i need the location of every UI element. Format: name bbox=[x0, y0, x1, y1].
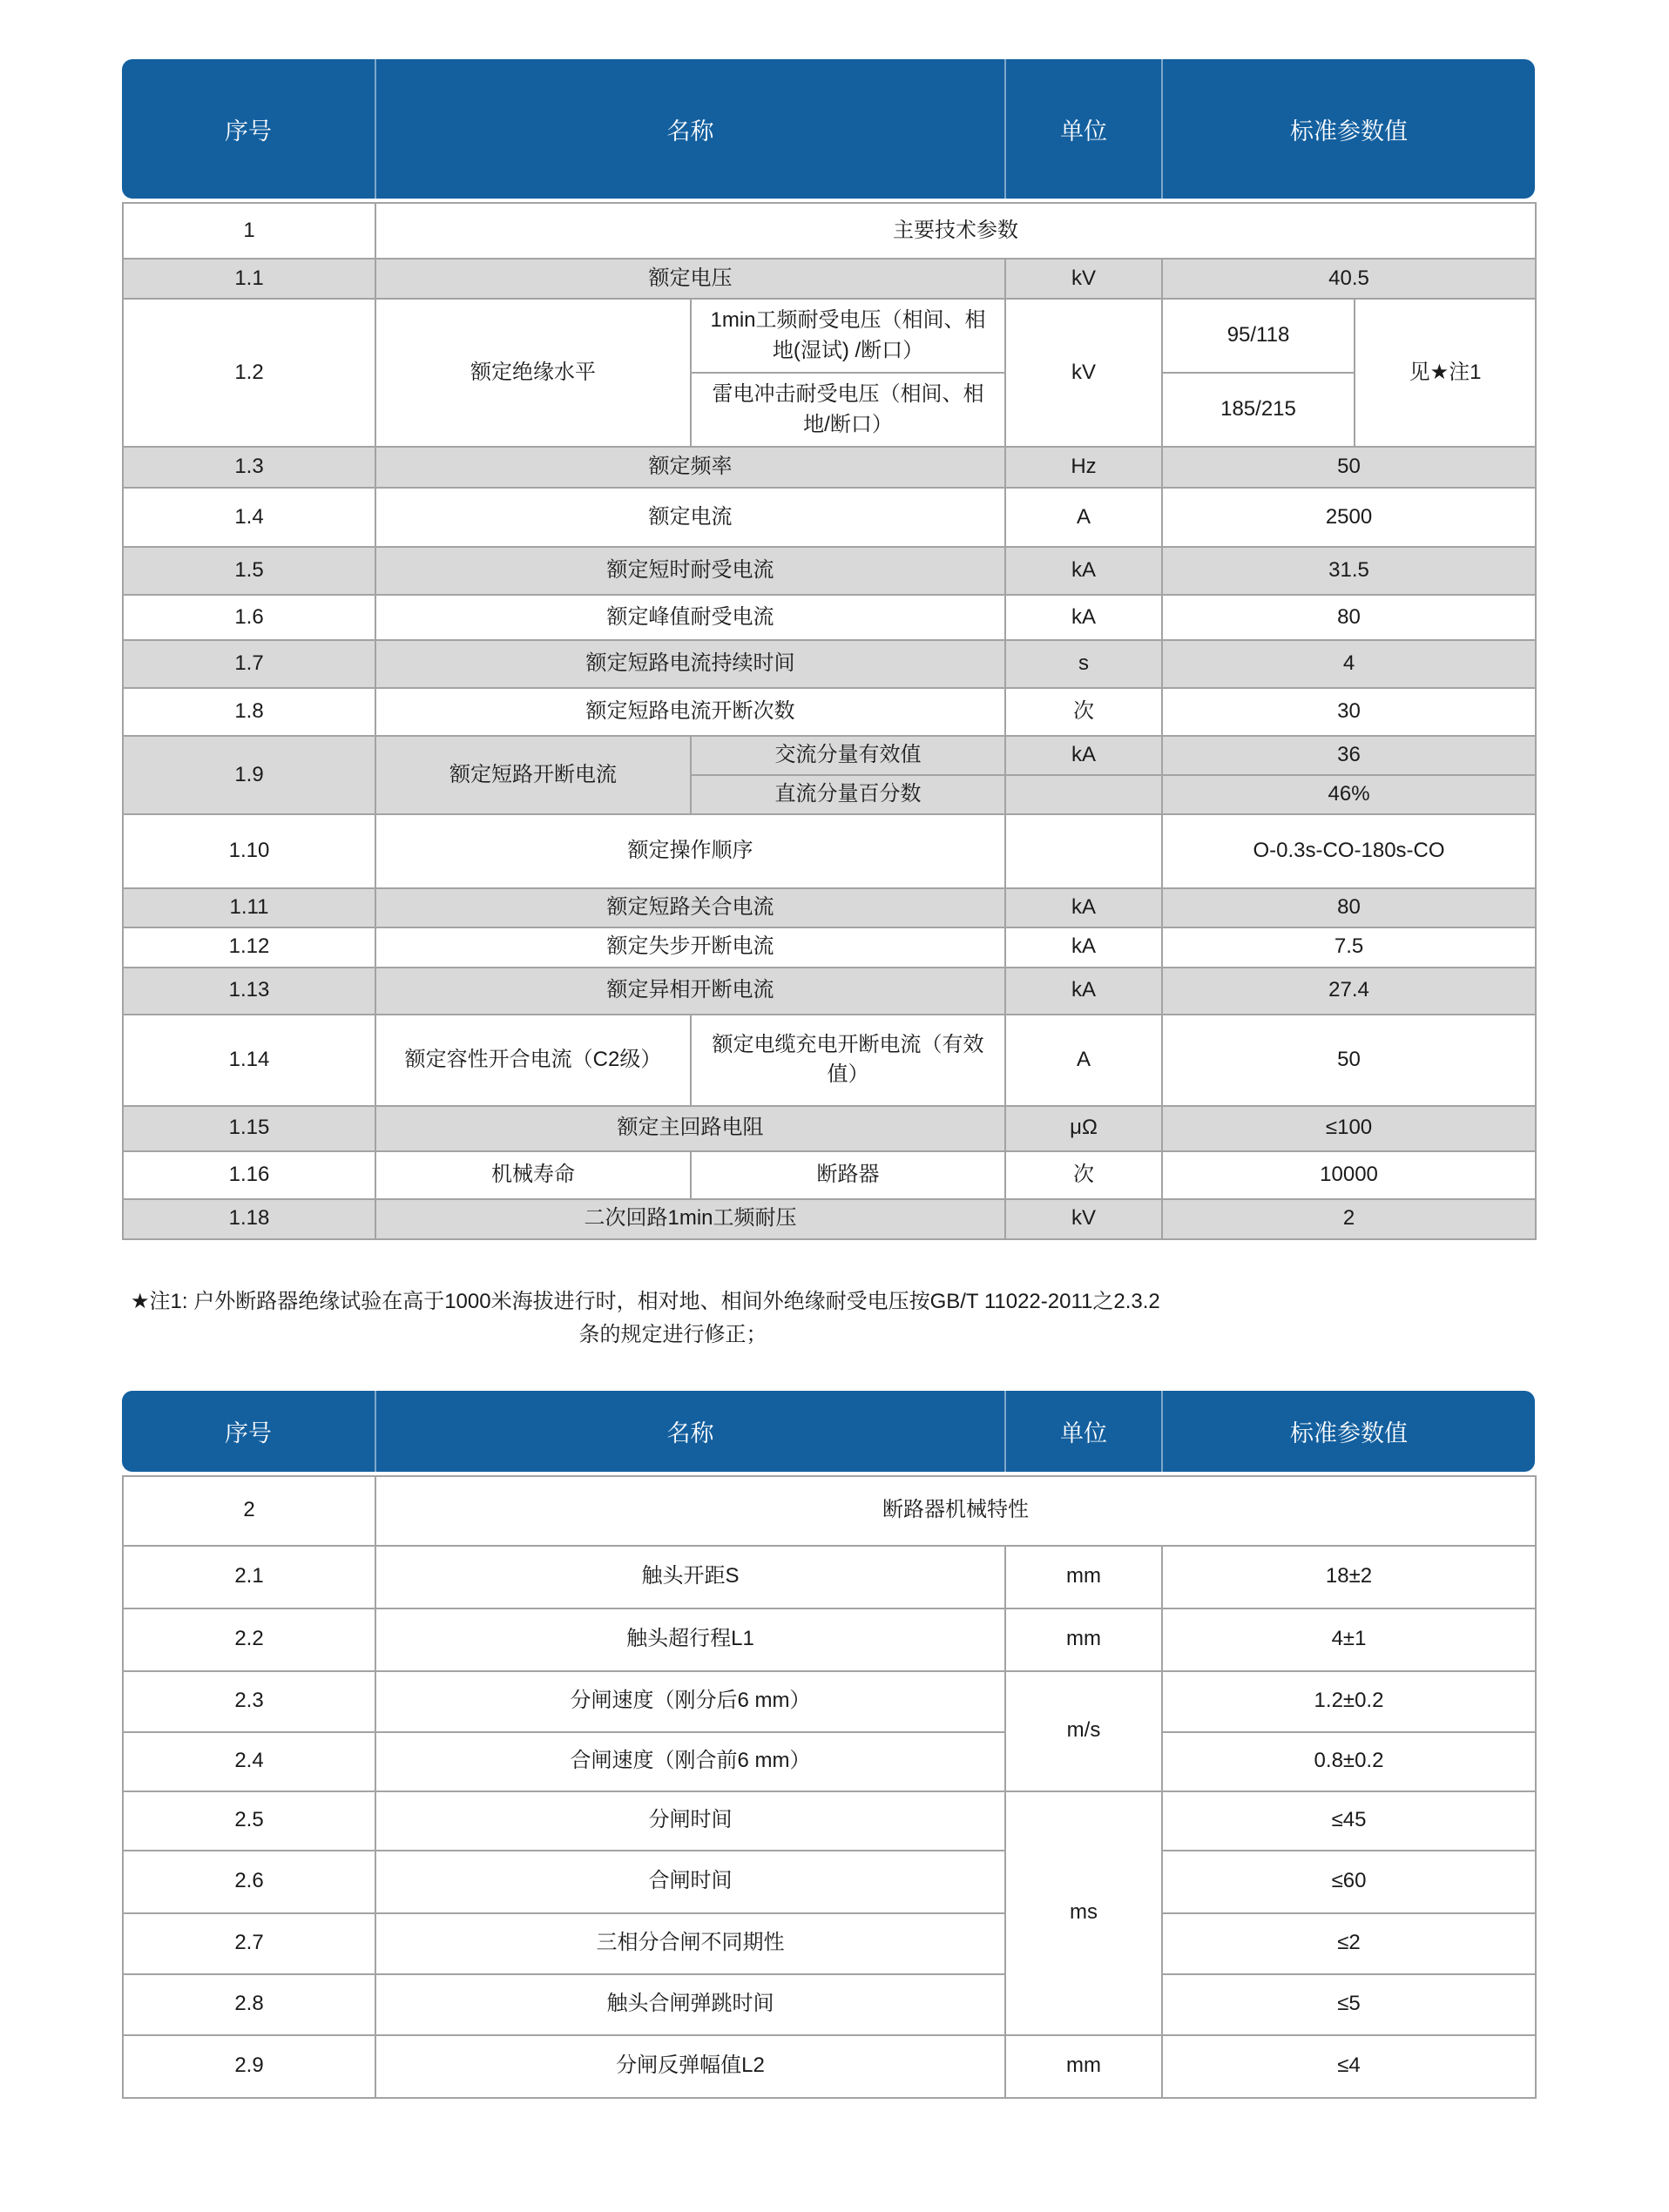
t1-r1_16-seq: 1.16 bbox=[123, 1151, 375, 1199]
table-row bbox=[123, 1015, 1536, 1106]
table-row bbox=[123, 814, 1536, 888]
t2-r2_2-seq: 2.2 bbox=[123, 1608, 375, 1671]
table-row bbox=[123, 1732, 1536, 1791]
t1-r1_16-unit: 次 bbox=[1005, 1151, 1162, 1199]
t2-r2_8-seq: 2.8 bbox=[123, 1974, 375, 2035]
t2-r2_8-value: ≤5 bbox=[1162, 1974, 1536, 2035]
table2-header-seq: 序号 bbox=[225, 1420, 272, 1447]
main-parameters-table bbox=[122, 202, 1537, 1240]
t1-r1_2-sub2-value: 185/215 bbox=[1162, 373, 1355, 447]
t1-r1_7-seq: 1.7 bbox=[123, 640, 375, 688]
table-row bbox=[123, 1913, 1536, 1974]
t1-r1_4-unit: A bbox=[1005, 488, 1162, 547]
t1-r1_2-sub2-name: 雷电冲击耐受电压（相间、相地/断口） bbox=[691, 373, 1005, 447]
t2-r2_9-name: 分闸反弹幅值L2 bbox=[375, 2035, 1005, 2098]
t1-r1-name: 主要技术参数 bbox=[375, 203, 1536, 259]
table-row bbox=[123, 1974, 1536, 2035]
table-row bbox=[123, 203, 1536, 259]
t1-r1_4-seq: 1.4 bbox=[123, 488, 375, 547]
t2-r2_8-name: 触头合闸弹跳时间 bbox=[375, 1974, 1005, 2035]
table-row bbox=[123, 968, 1536, 1015]
table-row bbox=[123, 1151, 1536, 1199]
t1-r1_6-unit: kA bbox=[1005, 595, 1162, 640]
t2-r2_6-seq: 2.6 bbox=[123, 1851, 375, 1913]
t2-r2_5-name: 分闸时间 bbox=[375, 1791, 1005, 1851]
table-row bbox=[123, 1671, 1536, 1732]
t2-r2_3-name: 分闸速度（刚分后6 mm） bbox=[375, 1671, 1005, 1732]
t1-r1_18-unit: kV bbox=[1005, 1199, 1162, 1239]
table-row bbox=[123, 1199, 1536, 1239]
t1-r1_1-unit: kV bbox=[1005, 259, 1162, 299]
t1-r1_8-value: 30 bbox=[1162, 688, 1536, 736]
t1-r1_15-value: ≤100 bbox=[1162, 1106, 1536, 1151]
t2-r2_5-unit: ms bbox=[1005, 1791, 1162, 2035]
table-row bbox=[123, 1476, 1536, 1546]
table-row bbox=[123, 259, 1536, 299]
t2-r2_2-value: 4±1 bbox=[1162, 1608, 1536, 1671]
footnote-star-note-1 bbox=[131, 1285, 1215, 1352]
t1-r1_9-name: 额定短路开断电流 bbox=[375, 736, 691, 814]
table-row bbox=[123, 1608, 1536, 1671]
t1-r1_9-seq: 1.9 bbox=[123, 736, 375, 814]
t1-r1_1-value: 40.5 bbox=[1162, 259, 1536, 299]
mechanical-characteristics-table bbox=[122, 1475, 1537, 2099]
table2-header-unit: 单位 bbox=[1004, 1391, 1161, 1472]
t2-r2_3-value: 1.2±0.2 bbox=[1162, 1671, 1536, 1732]
t1-r1_11-unit: kA bbox=[1005, 888, 1162, 927]
t1-r1_3-unit: Hz bbox=[1005, 447, 1162, 488]
t1-r1_15-name: 额定主回路电阻 bbox=[375, 1106, 1005, 1151]
t2-r2_4-name: 合闸速度（刚合前6 mm） bbox=[375, 1732, 1005, 1791]
t1-r1_2-note-ref: 见★注1 bbox=[1355, 299, 1536, 447]
t1-r1_13-unit: kA bbox=[1005, 968, 1162, 1015]
t2-r2_5-value: ≤45 bbox=[1162, 1791, 1536, 1851]
t1-r1_3-value: 50 bbox=[1162, 447, 1536, 488]
t1-r1_14-unit: A bbox=[1005, 1015, 1162, 1106]
t1-r1_12-name: 额定失步开断电流 bbox=[375, 927, 1005, 968]
t1-r1_18-value: 2 bbox=[1162, 1199, 1536, 1239]
t1-r1_15-unit: μΩ bbox=[1005, 1106, 1162, 1151]
t2-r2_1-unit: mm bbox=[1005, 1546, 1162, 1608]
t1-r1_11-value: 80 bbox=[1162, 888, 1536, 927]
t2-r2_3-unit: m/s bbox=[1005, 1671, 1162, 1791]
t1-r1_15-seq: 1.15 bbox=[123, 1106, 375, 1151]
t1-r1_4-name: 额定电流 bbox=[375, 488, 1005, 547]
t1-r1_16-value: 10000 bbox=[1162, 1151, 1536, 1199]
t1-r1_7-unit: s bbox=[1005, 640, 1162, 688]
t1-r1_14-name-left: 额定容性开合电流（C2级） bbox=[375, 1015, 691, 1106]
t1-r1_10-value: O-0.3s-CO-180s-CO bbox=[1162, 814, 1536, 888]
t2-r2_1-value: 18±2 bbox=[1162, 1546, 1536, 1608]
table-row bbox=[123, 547, 1536, 595]
t1-r1_14-name-right: 额定电缆充电开断电流（有效值） bbox=[691, 1015, 1005, 1106]
t2-r2_9-seq: 2.9 bbox=[123, 2035, 375, 2098]
t1-r1_9-sub2-name: 直流分量百分数 bbox=[691, 775, 1005, 814]
t1-r1_12-seq: 1.12 bbox=[123, 927, 375, 968]
t2-r2-name: 断路器机械特性 bbox=[375, 1476, 1536, 1546]
t1-r1_3-name: 额定频率 bbox=[375, 447, 1005, 488]
footnote-line-1: ★注1: 户外断路器绝缘试验在高于1000米海拔进行时，相对地、相间外绝缘耐受电压按GB/T 11022-2011之2.3.2 bbox=[131, 1289, 1160, 1313]
t2-r2_2-name: 触头超行程L1 bbox=[375, 1608, 1005, 1671]
t1-r1_14-value: 50 bbox=[1162, 1015, 1536, 1106]
table1-header-name: 名称 bbox=[375, 59, 1004, 199]
table-row bbox=[123, 888, 1536, 927]
t1-r1_10-unit bbox=[1005, 814, 1162, 888]
table-row bbox=[123, 640, 1536, 688]
table-row bbox=[123, 1546, 1536, 1608]
t2-r2_7-name: 三相分合闸不同期性 bbox=[375, 1913, 1005, 1974]
t1-r1_6-value: 80 bbox=[1162, 595, 1536, 640]
t2-r2_6-value: ≤60 bbox=[1162, 1851, 1536, 1913]
table-row bbox=[123, 927, 1536, 968]
t1-r1_18-seq: 1.18 bbox=[123, 1199, 375, 1239]
t1-r1_2-unit: kV bbox=[1005, 299, 1162, 447]
table-row bbox=[123, 688, 1536, 736]
t2-r2_2-unit: mm bbox=[1005, 1608, 1162, 1671]
t1-r1_9-sub1-unit: kA bbox=[1005, 736, 1162, 775]
t1-r1_12-unit: kA bbox=[1005, 927, 1162, 968]
t1-r1_12-value: 7.5 bbox=[1162, 927, 1536, 968]
t1-r1_7-value: 4 bbox=[1162, 640, 1536, 688]
footnote-line-2: 条的规定进行修正； bbox=[578, 1323, 767, 1347]
t1-r1_3-seq: 1.3 bbox=[123, 447, 375, 488]
table2-header-value: 标准参数值 bbox=[1161, 1391, 1535, 1472]
table-row bbox=[123, 736, 1536, 775]
t1-r1_2-sub1-name: 1min工频耐受电压（相间、相地(湿试) /断口） bbox=[691, 299, 1005, 373]
t1-r1_5-unit: kA bbox=[1005, 547, 1162, 595]
table1-header-seq: 序号 bbox=[225, 118, 272, 145]
t1-r1_10-seq: 1.10 bbox=[123, 814, 375, 888]
t1-r1_14-seq: 1.14 bbox=[123, 1015, 375, 1106]
table-row bbox=[123, 299, 1536, 373]
t2-r2_3-seq: 2.3 bbox=[123, 1671, 375, 1732]
t1-r1_13-name: 额定异相开断电流 bbox=[375, 968, 1005, 1015]
t2-r2_4-seq: 2.4 bbox=[123, 1732, 375, 1791]
t1-r1_16-name-right: 断路器 bbox=[691, 1151, 1005, 1199]
table-row bbox=[123, 2035, 1536, 2098]
t1-r1_7-name: 额定短路电流持续时间 bbox=[375, 640, 1005, 688]
t1-r1_8-name: 额定短路电流开断次数 bbox=[375, 688, 1005, 736]
t1-r1_5-value: 31.5 bbox=[1162, 547, 1536, 595]
t2-r2_7-value: ≤2 bbox=[1162, 1913, 1536, 1974]
t2-r2_5-seq: 2.5 bbox=[123, 1791, 375, 1851]
t1-r1_11-name: 额定短路关合电流 bbox=[375, 888, 1005, 927]
t1-r1_2-name: 额定绝缘水平 bbox=[375, 299, 691, 447]
t1-r1_11-seq: 1.11 bbox=[123, 888, 375, 927]
t1-r1_13-seq: 1.13 bbox=[123, 968, 375, 1015]
table-row bbox=[123, 1106, 1536, 1151]
t1-r1_1-seq: 1.1 bbox=[123, 259, 375, 299]
table2-header bbox=[122, 1391, 1535, 1472]
t1-r1_1-name: 额定电压 bbox=[375, 259, 1005, 299]
t2-r2_7-seq: 2.7 bbox=[123, 1913, 375, 1974]
t2-r2-seq: 2 bbox=[123, 1476, 375, 1546]
t2-r2_9-value: ≤4 bbox=[1162, 2035, 1536, 2098]
t1-r1_18-name: 二次回路1min工频耐压 bbox=[375, 1199, 1005, 1239]
t1-r1-seq: 1 bbox=[123, 203, 375, 259]
t1-r1_8-seq: 1.8 bbox=[123, 688, 375, 736]
table-row bbox=[123, 447, 1536, 488]
t1-r1_5-name: 额定短时耐受电流 bbox=[375, 547, 1005, 595]
table2-header-name: 名称 bbox=[375, 1391, 1004, 1472]
t1-r1_9-sub1-name: 交流分量有效值 bbox=[691, 736, 1005, 775]
t1-r1_16-name-left: 机械寿命 bbox=[375, 1151, 691, 1199]
table-row bbox=[123, 595, 1536, 640]
table1-header-value: 标准参数值 bbox=[1161, 59, 1535, 199]
t2-r2_1-seq: 2.1 bbox=[123, 1546, 375, 1608]
t1-r1_10-name: 额定操作顺序 bbox=[375, 814, 1005, 888]
t1-r1_2-sub1-value: 95/118 bbox=[1162, 299, 1355, 373]
t1-r1_5-seq: 1.5 bbox=[123, 547, 375, 595]
t2-r2_9-unit: mm bbox=[1005, 2035, 1162, 2098]
t1-r1_6-seq: 1.6 bbox=[123, 595, 375, 640]
table-row bbox=[123, 1791, 1536, 1851]
t1-r1_9-sub2-value: 46% bbox=[1162, 775, 1536, 814]
t1-r1_2-seq: 1.2 bbox=[123, 299, 375, 447]
t1-r1_9-sub2-unit bbox=[1005, 775, 1162, 814]
table1-header-unit: 单位 bbox=[1004, 59, 1161, 199]
t1-r1_6-name: 额定峰值耐受电流 bbox=[375, 595, 1005, 640]
table-row bbox=[123, 488, 1536, 547]
t2-r2_4-value: 0.8±0.2 bbox=[1162, 1732, 1536, 1791]
t1-r1_9-sub1-value: 36 bbox=[1162, 736, 1536, 775]
t2-r2_6-name: 合闸时间 bbox=[375, 1851, 1005, 1913]
t1-r1_13-value: 27.4 bbox=[1162, 968, 1536, 1015]
table1-header bbox=[122, 59, 1535, 199]
t1-r1_8-unit: 次 bbox=[1005, 688, 1162, 736]
table-row bbox=[123, 1851, 1536, 1913]
t2-r2_1-name: 触头开距S bbox=[375, 1546, 1005, 1608]
t1-r1_4-value: 2500 bbox=[1162, 488, 1536, 547]
